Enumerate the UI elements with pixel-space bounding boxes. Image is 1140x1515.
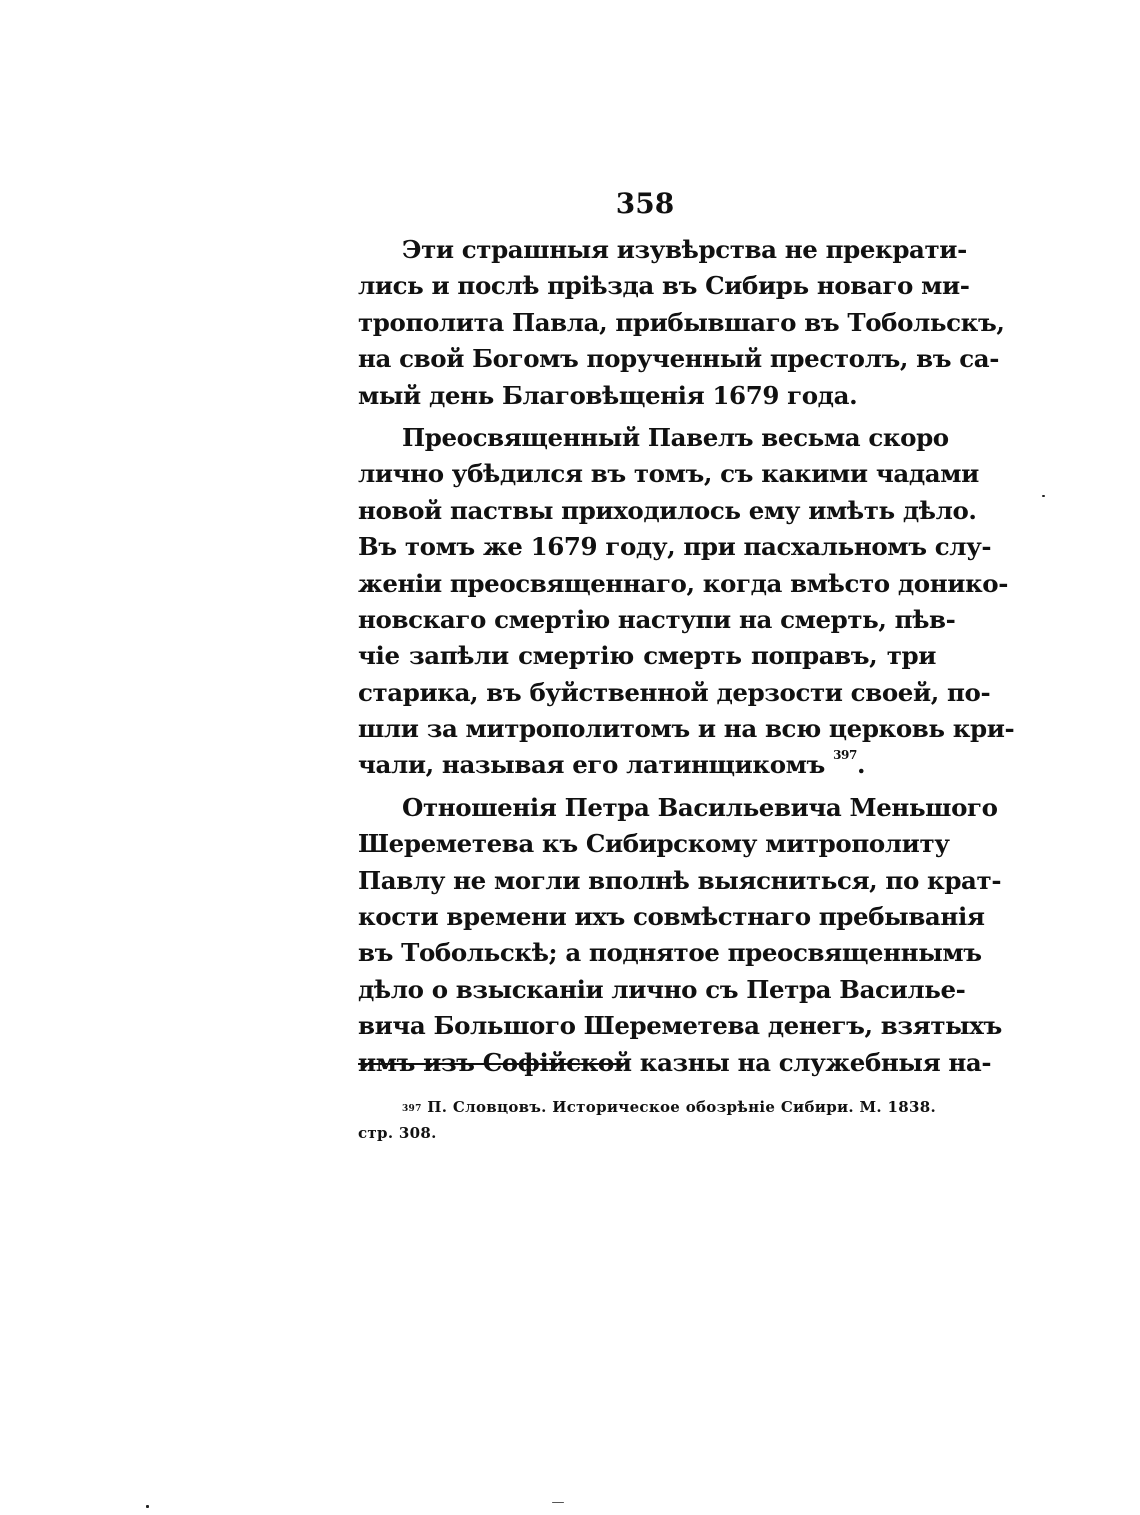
text-line: Павлу не могли вполнѣ выясниться, по крат-: [358, 865, 1002, 895]
text-line: на свой Богомъ порученный престолъ, въ са-: [358, 344, 1000, 374]
text-line: Въ томъ же 1679 году, при пасхальномъ слу-: [358, 532, 992, 562]
text-line: Шереметева къ Сибирскому митрополиту: [358, 829, 950, 859]
text-line: новой паствы приходилось ему имѣть дѣло.: [358, 495, 977, 525]
sentence-end: .: [856, 750, 866, 780]
footnote-line: [358, 1094, 936, 1120]
text-line: дѣло о взысканіи лично съ Петра Василье-: [358, 974, 966, 1004]
text-line: Преосвященный Павелъ весьма скоро: [402, 422, 949, 452]
text-line: женіи преосвященнаго, когда вмѣсто донико-: [358, 568, 1009, 598]
text-line: чіе запѣли смертію смерть поправъ, три: [358, 641, 936, 671]
text-line: чали, называя его латинщикомъ: [358, 750, 825, 780]
footnote: [358, 1094, 936, 1146]
text-line: шли за митрополитомъ и на всю церковь кри-: [358, 714, 1015, 744]
text-line: трополита Павла, прибывшаго въ Тобольскъ,: [358, 307, 1005, 337]
footnote-reference[interactable]: 397: [833, 748, 857, 763]
text-line: Отношенія Петра Васильевича Меньшого: [402, 792, 998, 822]
text-line: мый день Благовѣщенія 1679 года.: [358, 380, 858, 410]
text-line: кости времени ихъ совмѣстнаго пребыванія: [358, 902, 985, 932]
text-line: лись и послѣ пріѣзда въ Сибирь новаго ми-: [358, 271, 970, 301]
text-line: старика, въ буйственной дерзости своей, по-: [358, 677, 991, 707]
footnote-line: стр. 308.: [358, 1124, 437, 1142]
text-line-with-footnote: [358, 747, 936, 783]
scan-speck: [146, 1505, 149, 1508]
text-line: лично убѣдился въ томъ, съ какими чадами: [358, 459, 979, 489]
footnote-mark: 397: [402, 1104, 422, 1114]
page-number: 358: [615, 187, 675, 220]
footnote-divider: [358, 1063, 624, 1065]
text-line: Эти страшныя изувѣрства не прекрати-: [402, 235, 967, 264]
footnote-text: П. Словцовъ. Историческое обозрѣніе Сибири. М. 1838.: [427, 1098, 936, 1116]
scan-speck: [1042, 495, 1045, 497]
text-line: вича Большого Шереметева денегъ, взятыхъ: [358, 1011, 1002, 1041]
scan-speck: [552, 1502, 564, 1503]
text-line: новскаго смертію наступи на смерть, пѣв-: [358, 604, 956, 634]
text-line: въ Тобольскѣ; а поднятое преосвященнымъ: [358, 938, 982, 968]
main-text: [358, 232, 1015, 1081]
text-line: имъ изъ Софійской казны на служебныя на-: [358, 1047, 992, 1077]
